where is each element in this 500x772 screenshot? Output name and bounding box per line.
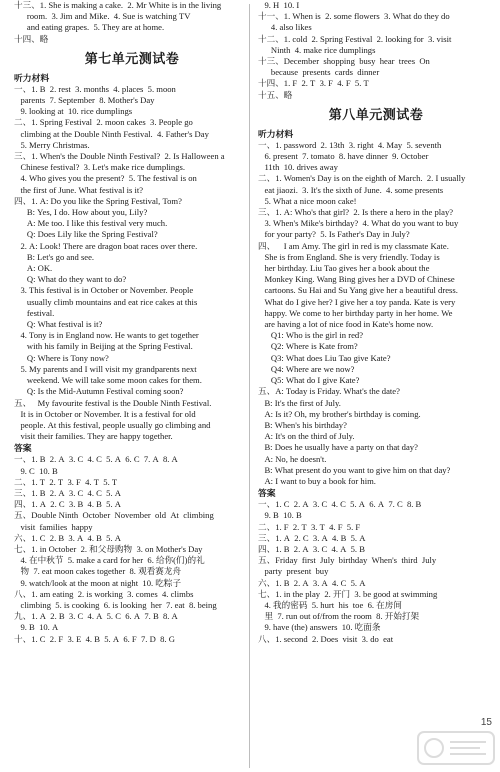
right-top-line: 4. also likes (258, 22, 312, 33)
right-listening-line: 3. When's Mike's birthday? 4. What do you want to buy (258, 218, 459, 229)
left-listening-line: Q: What festival is it? (14, 319, 103, 330)
right-listening-line: Q4: Where are we now? (258, 363, 355, 374)
right-listening-line: B: Does he usually have a party on that day? (258, 442, 418, 453)
left-listening-line: 5. My parents and I will visit my grandparents next (14, 363, 197, 374)
left-listening-line: 二、1. Spring Festival 2. moon cakes 3. People go (14, 117, 193, 128)
left-listening-line: usually climb mountains and eat rice cakes at this (14, 296, 198, 307)
left-listening-line: A: OK. (14, 263, 53, 274)
right-answer-line: 里 7. run out of/from the room 8. 开始打架 (258, 611, 420, 622)
left-answer-line: 9. C 10. B (14, 465, 58, 476)
left-answer-line: climbing 5. is cooking 6. is looking her 7. eat 8. being (14, 599, 217, 610)
left-answer-line: 六、1. C 2. B 3. A 4. B 5. A (14, 532, 121, 543)
left-listening-line: Q: Is the Mid-Autumn Festival coming soon? (14, 386, 184, 397)
right-top-line: 十五、略 (258, 89, 293, 100)
right-answer-line: 一、1. C 2. A 3. C 4. C 5. A 6. A 7. C 8. B (258, 499, 422, 510)
right-listening-label: 听力材料 (258, 128, 294, 139)
right-answer-line: party present buy (258, 566, 329, 577)
left-top-line: and eating grapes. 5. They are at home. (14, 22, 165, 33)
left-listening-line: festival. (14, 307, 55, 318)
right-listening-line: B: It's the first of July. (258, 397, 341, 408)
right-answer-line: 六、1. B 2. A 3. A 4. C 5. A (258, 577, 366, 588)
right-top-line: Ninth 4. make rice dumplings (258, 44, 376, 55)
right-top-line: 十二、1. cold 2. Spring Festival 2. looking for 3. visit (258, 33, 452, 44)
left-answer-line: 十、1. C 2. F 3. E 4. B 5. A 6. F 7. D 8. G (14, 633, 175, 644)
right-listening-line: Q5: What do I give Kate? (258, 375, 360, 386)
left-listening-line: Q: Where is Tony now? (14, 352, 109, 363)
right-answer-line: 七、1. in the play 2. 开门 3. be good at swimming (258, 588, 438, 599)
right-listening-line: cartoons. Su Hai and Su Yang give her a beautiful dress. (258, 285, 458, 296)
right-listening-line: Q2: Where is Kate from? (258, 341, 358, 352)
left-answer-line: 9. B 10. A (14, 622, 59, 633)
right-listening-line: happy. We come to her birthday party in her home. We (258, 307, 453, 318)
right-column (258, 0, 494, 645)
right-listening-line: her birthday. Liu Tao gives her a book about the (258, 263, 430, 274)
right-listening-line: A: No, he doesn't. (258, 453, 327, 464)
left-answer-line: 七、1. in October 2. 和父母购物 3. on Mother's Day (14, 543, 203, 554)
left-listening-line: 四、1. A: Do you like the Spring Festival, Tom? (14, 195, 182, 206)
left-listening-line: It is in October or November. It is a festival for old (14, 408, 196, 419)
right-answer-line: 9. B 10. B (258, 510, 302, 521)
right-top-line: 十一、1. When is 2. some flowers 3. What do they do (258, 11, 450, 22)
right-listening-line: 四、 I am Amy. The girl in red is my classmate Kate. (258, 240, 449, 251)
left-top-line: room. 3. Jim and Mike. 4. Sue is watching TV (14, 11, 191, 22)
right-listening-line: Q1: Who is the girl in red? (258, 330, 364, 341)
right-listening-line: She is from England. She is very friendly. Today is (258, 251, 440, 262)
left-listening-line: 2. A: Look! There are dragon boat races over there. (14, 240, 198, 251)
left-listening-line: visit their families. They are happy together. (14, 431, 173, 442)
right-top-line: 十三、December shopping busy hear trees On (258, 56, 430, 67)
left-answer-line: 三、1. B 2. A 3. C 4. C 5. A (14, 487, 121, 498)
left-listening-line: Q: What do they want to do? (14, 274, 127, 285)
right-listening-line: 6. present 7. tomato 8. have dinner 9. October (258, 151, 429, 162)
right-listening-line: 二、1. Women's Day is on the eighth of March. 2. I usually (258, 173, 466, 184)
right-top-block (258, 0, 494, 101)
left-listening-line: 4. Who gives you the present? 5. The festival is on (14, 173, 197, 184)
right-answer-line: 三、1. A 2. C 3. A 4. B 5. A (258, 532, 366, 543)
left-listening-label: 听力材料 (14, 72, 50, 83)
left-listening-line: people. At this festival, people usually go climbing and (14, 419, 211, 430)
left-listening-line: A: Me too. I like this festival very much. (14, 218, 168, 229)
right-listening-line: Q3: What does Liu Tao give Kate? (258, 352, 391, 363)
left-top-line: 十四、略 (14, 33, 49, 44)
left-listening-line: climbing at the Double Ninth Festival. 4. Father's Day (14, 128, 209, 139)
right-listening-line: B: When's his birthday? (258, 419, 347, 430)
right-listening-line: are having a lot of nice food in Kate's home now. (258, 319, 434, 330)
left-listening-line: 3. This festival is in October or November. People (14, 285, 194, 296)
right-listening-line: 一、1. password 2. 13th 3. right 4. May 5. seventh (258, 139, 442, 150)
left-listening-line: 三、1. When's the Double Ninth Festival? 2. Is Halloween a (14, 151, 225, 162)
right-listening-line: for your party? 5. Is Father's Day in July? (258, 229, 410, 240)
left-answer-line: 五、Double Ninth October November old At climbing (14, 510, 214, 521)
left-answer-line: 四、1. A 2. C 3. B 4. B 5. A (14, 499, 121, 510)
right-top-line: because presents cards dinner (258, 67, 380, 78)
left-listening-line: parents 7. September 8. Mother's Day (14, 95, 155, 106)
left-answer-line: 八、1. am eating 2. is working 3. comes 4. climbs (14, 588, 194, 599)
left-answer-line: visit families happy (14, 521, 93, 532)
left-listening-line: B: Yes, I do. How about you, Lily? (14, 207, 148, 218)
page-number: 15 (480, 717, 492, 728)
left-listening-line: 9. looking at 10. rice dumplings (14, 106, 133, 117)
right-listening-line: What do I give her? I give her a toy panda. Kate is very (258, 296, 456, 307)
right-top-line: 十四、1. F 2. T 3. F 4. F 5. T (258, 78, 369, 89)
right-listening-line: Monkey King. Wang Bing gives her a DVD of Chinese (258, 274, 455, 285)
left-answer-line: 物 7. eat moon cakes together 8. 观看赛龙舟 (14, 566, 182, 577)
right-listening-line: A: It's on the third of July. (258, 431, 355, 442)
left-answer-line: 二、1. T 2. T 3. F 4. T 5. T (14, 476, 118, 487)
left-answer-label: 答案 (14, 443, 32, 454)
right-answer-line: 4. 我的密码 5. hurt his toe 6. 在房间 (258, 599, 402, 610)
left-listening-line: Q: Does Lily like the Spring Festival? (14, 229, 158, 240)
left-listening-line: the first of June. What festival is it? (14, 184, 144, 195)
left-answer-block (14, 454, 250, 644)
right-answer-block (258, 499, 494, 645)
left-listening-block (14, 84, 250, 443)
right-answer-line: 9. have (the) answers 10. 吃面条 (258, 622, 381, 633)
right-top-line: 9. H 10. I (258, 0, 300, 10)
right-answer-line: 五、Friday first July birthday When's third July (258, 555, 437, 566)
right-answer-line: 八、1. second 2. Does visit 3. do eat (258, 633, 394, 644)
left-column (14, 0, 250, 645)
left-listening-line: weekend. We will take some moon cakes for them. (14, 375, 202, 386)
unit-7-title: 第七单元测试卷 (84, 50, 180, 66)
left-answer-line: 九、1. A 2. B 3. C 4. A 5. C 6. A 7. B 8. A (14, 611, 178, 622)
right-answer-label: 答案 (258, 488, 276, 499)
left-answer-line: 9. watch/look at the moon at night 10. 吃粽子 (14, 577, 182, 588)
left-answer-line: 一、1. B 2. A 3. C 4. C 5. A 6. C 7. A 8. A (14, 454, 178, 465)
right-listening-line: 5. What a nice moon cake! (258, 195, 357, 206)
left-answer-line: 4. 在中秋节 5. make a card for her 6. 给你(们)的礼 (14, 555, 205, 566)
right-listening-block (258, 140, 494, 487)
left-top-block (14, 0, 250, 45)
right-listening-line: 11th 10. drives away (258, 162, 338, 173)
right-listening-line: 三、1. A: Who's that girl? 2. Is there a hero in the play? (258, 207, 454, 218)
right-answer-line: 四、1. B 2. A 3. C 4. A 5. B (258, 543, 365, 554)
left-listening-line: B: Let's go and see. (14, 251, 95, 262)
right-answer-line: 二、1. F 2. T 3. T 4. F 5. F (258, 521, 361, 532)
left-listening-line: 五、 My favourite festival is the Double Ninth Festival. (14, 397, 212, 408)
left-listening-line: 一、1. B 2. rest 3. months 4. places 5. moon (14, 83, 176, 94)
left-listening-line: with his family in Beijing at the Spring Festival. (14, 341, 193, 352)
unit-8-title: 第八单元测试卷 (328, 106, 424, 122)
left-listening-line: 4. Tony is in England now. He wants to get together (14, 330, 199, 341)
right-listening-line: A: I want to buy a book for him. (258, 475, 376, 486)
right-listening-line: eat jiaozi. 3. It's the sixth of June. 4. some presents (258, 184, 444, 195)
left-listening-line: 5. Merry Christmas. (14, 139, 90, 150)
right-listening-line: 五、A: Today is Friday. What's the date? (258, 386, 400, 397)
left-top-line: 十三、1. She is making a cake. 2. Mr White is in the living (14, 0, 222, 10)
watermark-stamp-icon (416, 728, 496, 768)
right-listening-line: A: Is it? Oh, my brother's birthday is coming. (258, 408, 421, 419)
right-listening-line: B: What present do you want to give him on that day? (258, 464, 451, 475)
left-listening-line: Chinese festival? 3. Let's make rice dumplings. (14, 162, 185, 173)
